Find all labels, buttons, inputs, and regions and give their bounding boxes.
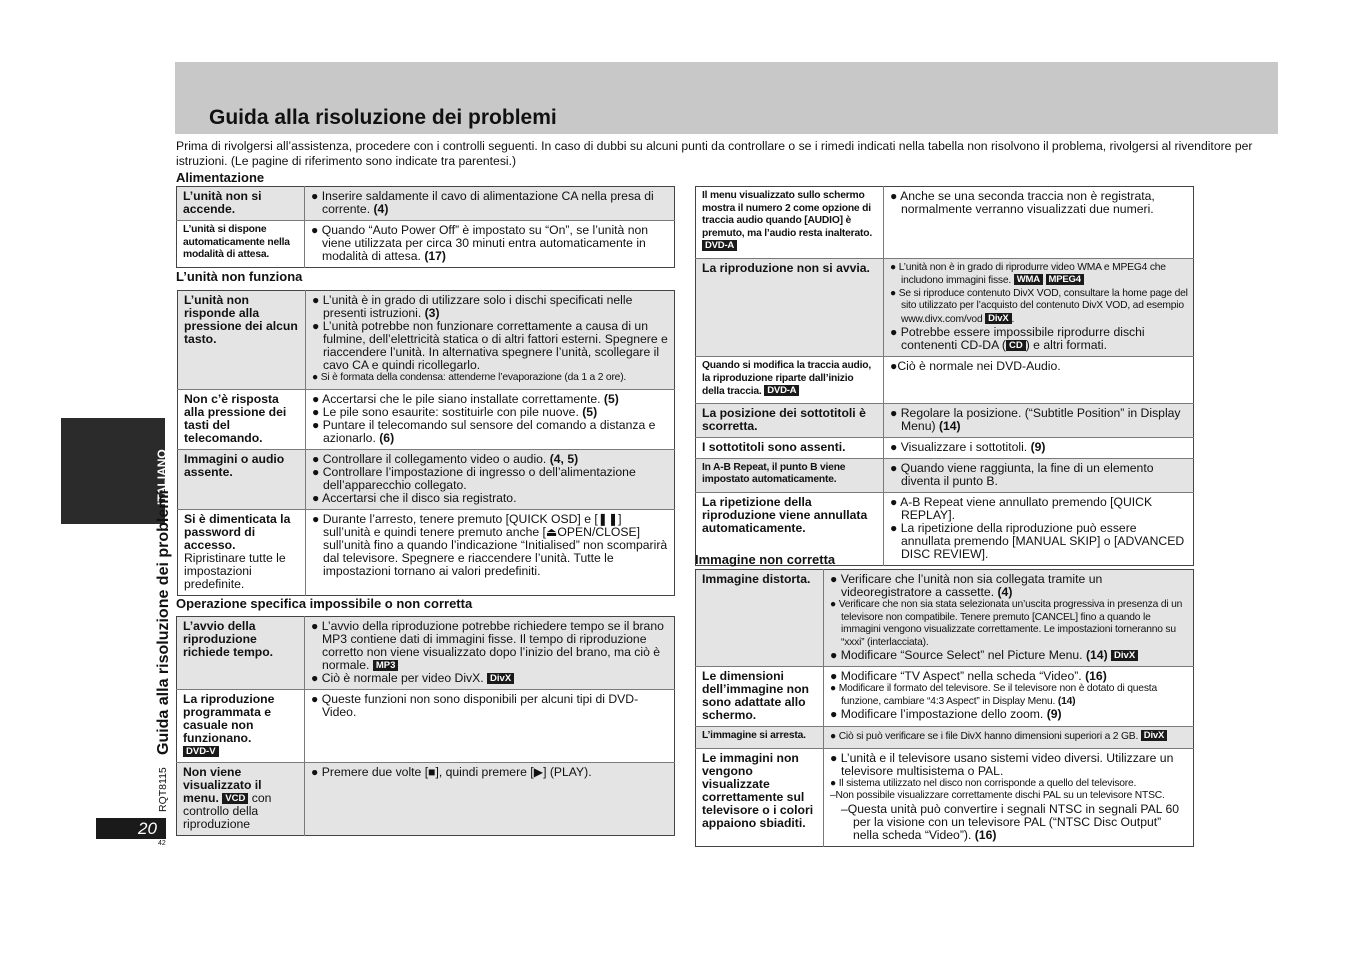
solution-item: ● Modificare “Source Select” nel Picture Menu. (14) DivX <box>830 649 1188 662</box>
solution-item: ● Accertarsi che il disco sia registrato. <box>312 490 517 505</box>
problem-cell: L’unità si dispone automaticamente nella modalità di attesa. <box>177 221 305 268</box>
solution-item: ● Inserire saldamente il cavo di alimentazione CA nella presa di corrente. (4) <box>311 189 654 216</box>
solution-cell <box>306 291 675 390</box>
divx-badge: DivX <box>487 673 514 684</box>
solution-item: ● Se si riproduce contenuto DivX VOD, consultare la home page del sito utilizzato per l’acquisto del contenuto DivX VOD, ad esempio www.divx.com/vod DivX . <box>890 287 1188 325</box>
solution-cell <box>305 763 675 836</box>
dvd-v-badge: DVD-V <box>183 746 219 757</box>
power-table <box>176 186 675 268</box>
solution-item: ● Verificare che non sia stata selezionata un’uscita progressiva in presenza di un televisore non compatibile. Tenere premuto [CANCEL] fino a quando le immagini vengono visualizzate correttamente. Le impostazioni torneranno su “xxxi” (interlacciata). <box>830 599 1183 648</box>
problem-cell: La ripetizione della riproduzione viene annullata automaticamente. <box>696 492 884 565</box>
solution-item: ● Anche se una seconda traccia non è registrata, normalmente verranno visualizzati due numeri. <box>890 189 1155 216</box>
solution-cell <box>305 221 675 268</box>
table-row <box>177 221 675 268</box>
wma-badge: WMA <box>1014 274 1043 285</box>
problem-cell: Il menu visualizzato sullo schermo mostra il numero 2 come opzione di traccia audio quando [AUDIO] è premuto, ma l’audio resta inalterato. DVD-A <box>696 187 884 259</box>
table-row <box>177 187 675 221</box>
solution-item: ● Premere due volte [■], quindi premere [▶] (PLAY). <box>311 765 592 779</box>
document-code: RQT8115 <box>157 767 169 812</box>
solution-item: ●Ciò è normale nei DVD-Audio. <box>890 359 1061 373</box>
problem-cell: L’immagine si arresta. <box>696 727 824 749</box>
problem-cell: Immagine distorta. <box>696 570 824 667</box>
solution-item: ● Le pile sono esaurite: sostituirle con pile nuove. (5) <box>312 404 598 419</box>
solution-cell <box>305 187 675 221</box>
solution-item: ● Si è formata della condensa: attenderne l’evaporazione (da 1 a 2 ore). <box>312 372 627 383</box>
solution-cell <box>884 437 1194 458</box>
mp3-badge: MP3 <box>373 660 399 671</box>
solution-cell <box>884 492 1194 565</box>
solution-item: ● Quando viene raggiunta, la fine di un elemento diventa il punto B. <box>890 460 1154 488</box>
solution-item: ● Regolare la posizione. (“Subtitle Position” in Display Menu) (14) <box>890 405 1181 433</box>
problem-cell: L’avvio della riproduzione richiede tempo. <box>177 617 305 690</box>
dvd-a-badge: DVD-A <box>702 240 737 251</box>
solution-subitem: –Questa unità può convertire i segnali NTSC in segnali PAL 60 per la visione con un televisore PAL (“NTSC Disc Output” nella scheda “Video”). (16) <box>841 801 1180 842</box>
divx-badge: DivX <box>985 313 1011 324</box>
solution-item: ● Potrebbe essere impossibile riprodurre dischi contenenti CD-DA ( CD ) e altri formati. <box>890 325 1145 352</box>
solution-cell <box>884 458 1194 492</box>
solution-item: ● Verificare che l’unità non sia collegata tramite un videoregistratore a cassette. (4) <box>830 572 1103 599</box>
solution-cell <box>824 667 1194 727</box>
problem-cell: Le immagini non vengono visualizzate correttamente sul televisore o i colori appaiono sbiaditi. <box>696 748 824 846</box>
solution-cell <box>306 389 675 449</box>
table-row <box>178 509 675 595</box>
solution-cell <box>306 509 675 595</box>
solution-item: ● La ripetizione della riproduzione può essere annullata premendo [MANUAL SKIP] o [ADVANCED DISC REVIEW]. <box>890 520 1185 561</box>
table-row <box>696 570 1194 667</box>
solution-item: ● Controllare il collegamento video o audio. (4, 5) <box>312 451 579 466</box>
solution-item: ● Visualizzare i sottotitoli. (9) <box>890 439 1046 454</box>
table-row <box>177 690 675 763</box>
not-working-table <box>177 290 675 596</box>
picture-table <box>695 569 1194 847</box>
solution-item: ● L’avvio della riproduzione potrebbe richiedere tempo se il brano MP3 contiene dati di immagini fisse. Il tempo di riproduzione corretto non viene visualizzato dopo l’inizio del brano, ma ciò è normale. MP3 <box>311 619 664 672</box>
problem-cell: L’unità non si accende. <box>177 187 305 221</box>
sub-page-number: 42 <box>158 840 166 847</box>
solution-item: ● Modificare “TV Aspect” nella scheda “Video”. (16) <box>830 669 1107 683</box>
divx-badge: DivX <box>1111 650 1138 661</box>
section-heading-power: Alimentazione <box>176 170 265 185</box>
solution-cell <box>884 357 1194 404</box>
dvd-a-badge: DVD-A <box>764 385 799 396</box>
solution-cell <box>824 727 1194 749</box>
problem-cell: Quando si modifica la traccia audio, la riproduzione riparte dall’inizio della traccia. DVD-A <box>696 357 884 404</box>
continued-table <box>695 186 1194 566</box>
section-heading-not-working: L’unità non funziona <box>176 269 303 284</box>
solution-subitem: –Non possibile visualizzare correttamente dischi PAL su un televisore NTSC. <box>830 790 1165 801</box>
side-section-title: Guida alla risoluzione dei problemi <box>155 490 172 755</box>
table-row <box>178 291 675 390</box>
problem-cell: Non c’è risposta alla pressione dei tasti del telecomando. <box>178 389 306 449</box>
solution-item: ● Queste funzioni non sono disponibili per alcuni tipi di DVD-Video. <box>311 692 639 719</box>
table-row <box>696 748 1194 846</box>
solution-item: ● L’unità non è in grado di riprodurre video WMA e MPEG4 che includono immagini fisse. WMA MPEG4 <box>890 261 1166 286</box>
table-row <box>696 403 1194 437</box>
page-title: Guida alla risoluzione dei problemi <box>209 106 557 129</box>
solution-item: ● A-B Repeat viene annullato premendo [QUICK REPLAY]. <box>890 494 1153 522</box>
problem-cell: La posizione dei sottotitoli è scorretta. <box>696 403 884 437</box>
operation-table <box>176 616 675 836</box>
solution-cell <box>884 258 1194 357</box>
table-row <box>178 449 675 509</box>
page-number: 20 <box>138 819 157 838</box>
problem-cell: L’unità non risponde alla pressione dei alcun tasto. <box>178 291 306 390</box>
solution-cell <box>824 748 1194 846</box>
section-heading-operation: Operazione specifica impossibile o non corretta <box>176 596 473 611</box>
solution-item: ● Controllare l’impostazione di ingresso o dell’alimentazione dell’apparecchio collegato. <box>312 464 636 492</box>
table-row <box>177 763 675 836</box>
solution-item: ● L’unità e il televisore usano sistemi video diversi. Utilizzare un televisore multisistema o PAL. <box>830 750 1174 778</box>
section-heading-picture: Immagine non corretta <box>695 552 836 567</box>
solution-item: ● Accertarsi che le pile siano installate correttamente. (5) <box>312 391 619 406</box>
language-label: ITALIANO <box>155 449 169 505</box>
intro-text: Prima di rivolgersi all’assistenza, procedere con i controlli seguenti. In caso di dubbi su alcuni punti da controllare o se i rimedi indicati nella tabella non risolvono il problema, rivolgersi al rivenditore per istruzioni. (Le pagine di riferimento sono indicate tra parentesi.) <box>176 139 1253 168</box>
solution-item: ● Ciò si può verificare se i file DivX hanno dimensioni superiori a 2 GB. DivX <box>830 730 1188 744</box>
solution-item: ● Modificare l’impostazione dello zoom. (9) <box>830 707 1062 721</box>
problem-cell: I sottotitoli sono assenti. <box>696 437 884 458</box>
vcd-badge: VCD <box>222 793 248 804</box>
table-row <box>177 617 675 690</box>
problem-cell: In A-B Repeat, il punto B viene impostato automaticamente. <box>696 458 884 492</box>
divx-badge: DivX <box>1141 730 1167 741</box>
solution-item: ● L’unità è in grado di utilizzare solo i dischi specificati nelle presenti istruzioni. (3) <box>312 293 633 320</box>
solution-cell <box>824 570 1194 667</box>
problem-cell: La riproduzione programmata e casuale non funzionano. DVD-V <box>177 690 305 763</box>
solution-item: ● Modificare il formato del televisore. Se il televisore non è dotato di questa funzione, cambiare “4:3 Aspect” in Display Menu. (14) <box>830 683 1157 707</box>
table-row <box>696 258 1194 357</box>
table-row <box>696 727 1194 749</box>
table-row <box>696 437 1194 458</box>
problem-cell: Non viene visualizzato il menu. VCD con controllo della riproduzione <box>177 763 305 836</box>
table-row <box>696 357 1194 404</box>
table-row <box>696 187 1194 259</box>
solution-cell <box>305 690 675 763</box>
problem-cell: Le dimensioni dell’immagine non sono adattate allo schermo. <box>696 667 824 727</box>
cd-badge: CD <box>1006 340 1026 351</box>
solution-cell <box>884 187 1194 259</box>
problem-cell: Si è dimenticata la password di accesso. Ripristinare tutte le impostazioni predefinite. <box>178 509 306 595</box>
solution-item: ● Puntare il telecomando sul sensore del comando a distanza e azionarlo. (6) <box>312 417 656 445</box>
table-row <box>696 667 1194 727</box>
solution-item: ● Il sistema utilizzato nel disco non corrisponde a quello del televisore. <box>830 777 1137 789</box>
solution-cell <box>305 617 675 690</box>
solution-cell <box>884 403 1194 437</box>
problem-cell: Immagini o audio assente. <box>178 449 306 509</box>
table-row <box>696 458 1194 492</box>
problem-cell: La riproduzione non si avvia. <box>696 258 884 357</box>
mpeg4-badge: MPEG4 <box>1046 274 1084 285</box>
solution-item: ● Durante l’arresto, tenere premuto [QUICK OSD] e [❚❚] sull’unità e quindi tenere premuto anche [⏏OPEN/CLOSE] sull’unità fino a quando l’indicazione “Initialised” non scomparirà dal televisore. Spegnere e riaccendere l’unità. Tutte le impostazioni tornano ai valori predefiniti. <box>312 511 668 578</box>
table-row <box>178 389 675 449</box>
solution-cell <box>306 449 675 509</box>
solution-item: ● Ciò è normale per video DivX. DivX <box>311 672 669 685</box>
solution-item: ● Quando “Auto Power Off” è impostato su “On”, se l’unità non viene utilizzata per circa 30 minuti entra automaticamente in modalità di attesa. (17) <box>311 223 649 263</box>
language-tab <box>61 418 165 524</box>
solution-item: ● L’unità potrebbe non funzionare correttamente a causa di un fulmine, dell’elettricità statica o di altri fattori esterni. Spegnere e riaccendere l’unità. In alternativa spegnere l’unità, scollegare il cavo CA e quindi ricollegarlo. <box>312 319 668 372</box>
